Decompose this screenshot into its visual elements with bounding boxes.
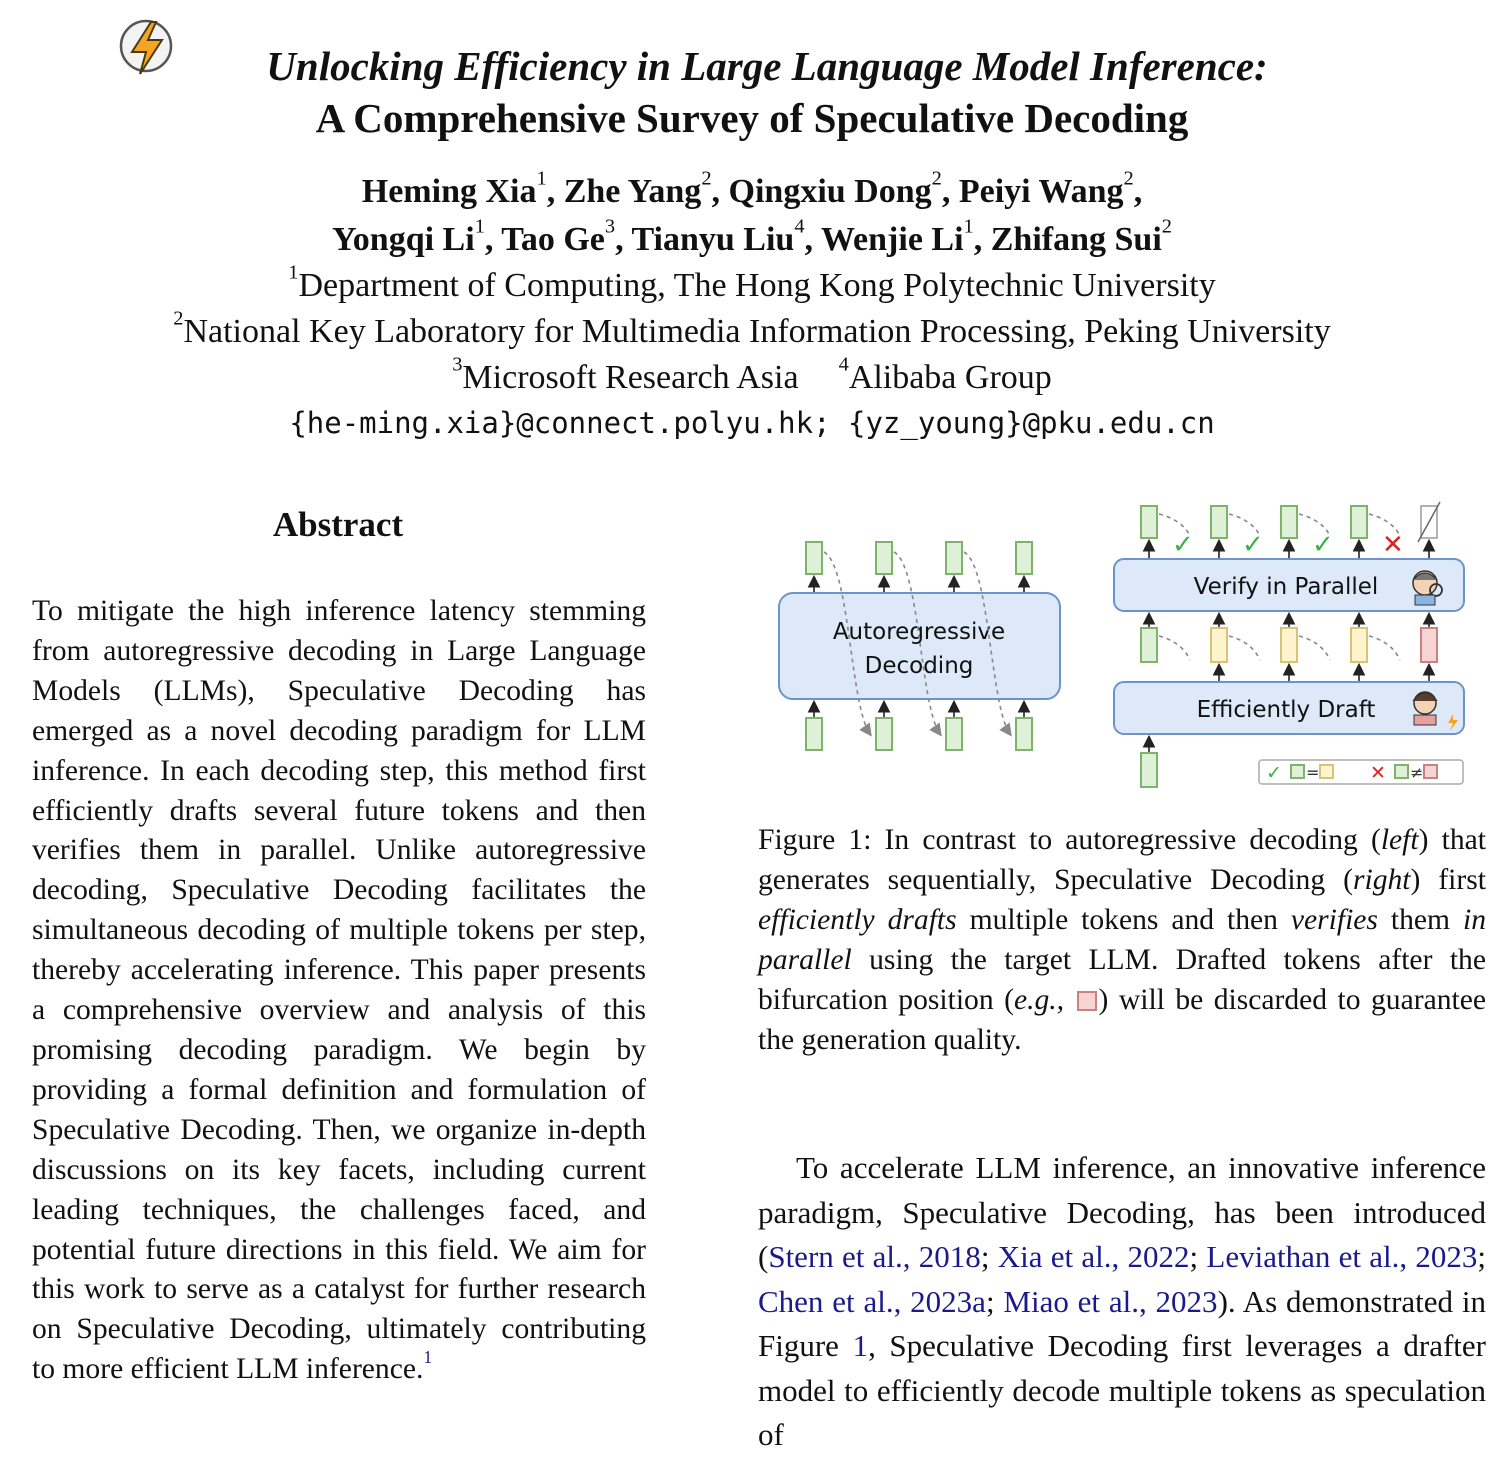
legend-cross-icon: ✕ — [1370, 762, 1386, 784]
draft-token — [1351, 628, 1367, 662]
input-token — [806, 718, 822, 750]
autoregressive-diagram — [779, 542, 1060, 750]
author: Peiyi Wang — [958, 173, 1124, 210]
legend-check-icon: ✓ — [1266, 762, 1282, 784]
affiliation-1: $^1$Department of Computing, The Hong Kong Polytechnic University — [288, 261, 1216, 304]
author: Yongqi Li — [332, 221, 475, 258]
check-icon: ✓ — [1312, 530, 1334, 560]
draft-token — [1281, 628, 1297, 662]
contact-email: {he-ming.xia}@connect.polyu.hk; {yz_young}@pku.edu.cn — [289, 406, 1215, 440]
autoregressive-label-2: Decoding — [864, 653, 974, 679]
author: Qingxiu Dong — [728, 173, 932, 210]
citation-link[interactable]: Leviathan et al., 2023 — [1206, 1239, 1478, 1274]
draft-token-rejected — [1421, 628, 1437, 662]
author: Zhe Yang — [563, 173, 702, 210]
autoregressive-box — [779, 593, 1060, 699]
verified-token — [1351, 506, 1367, 538]
figure-1-caption: Figure 1: In contrast to autoregressive decoding (left) that generates sequentially, Speculative Decoding (right) first efficiently drafts multiple tokens and then verifies them in parallel using the target LLM. Drafted tokens after the bifurcation position (e.g., ) will be discarded to guarantee the generation quality. — [758, 824, 1487, 1056]
output-token — [1016, 542, 1032, 574]
draft-token — [1211, 628, 1227, 662]
context-token — [1141, 628, 1157, 662]
abstract-body: To mitigate the high inference latency stemming from autoregressive decoding in Large Language Models (LLMs), Speculative Decoding has emerged as a novel decoding paradigm for LLM inference. In each decoding step, this method first efficiently drafts several future tokens and then verifies them in parallel. Unlike autoregressive decoding, Speculative Decoding facilitates the simultaneous decoding of multiple tokens per step, thereby accelerating inference. This paper presents a comprehensive overview and analysis of this promising decoding paradigm. We begin by providing a formal definition and formulation of Speculative Decoding. Then, we organize in-depth discussions on its key facets, including current leading techniques, the challenges faced, and potential future directions in this field. We aim for this work to serve as a catalyst for further research on Speculative Decoding, ultimately contributing to more efficient LLM inference.$^1$ — [32, 595, 646, 1386]
author-line-2: Yongqi Li$^1$, Tao Ge$^3$, Tianyu Liu$^4$, Wenjie Li$^1$, Zhifang Sui$^2$ — [332, 215, 1172, 258]
verify-label: Verify in Parallel — [1193, 574, 1379, 600]
cross-icon: ✕ — [1382, 530, 1404, 560]
verified-token — [1211, 506, 1227, 538]
affiliation-2: $^2$National Key Laboratory for Multimedia Information Processing, Peking University — [173, 307, 1331, 350]
intro-paragraph: To accelerate LLM inference, an innovative inference paradigm, Speculative Decoding, has been introduced (Stern et al., 2018; Xia et al., 2022; Leviathan et al., 2023; Chen et al., 2023a; Miao et al., 2023). As demonstrated in Figure 1, Speculative Decoding first leverages a drafter model to efficiently decode multiple tokens as speculation of — [758, 1150, 1487, 1452]
check-icon: ✓ — [1172, 530, 1194, 560]
author: Heming Xia — [361, 173, 537, 210]
rejected-token-swatch-icon — [1077, 991, 1097, 1011]
draft-label: Efficiently Draft — [1196, 697, 1376, 723]
legend-not-equal: ≠ — [1410, 763, 1424, 782]
figure-1-diagram — [770, 496, 1496, 796]
citation-link[interactable]: Xia et al., 2022 — [997, 1239, 1190, 1274]
verified-token — [1141, 506, 1157, 538]
affiliation-3-4: $^3$Microsoft Research Asia $^4$Alibaba Group — [452, 353, 1052, 396]
author: Zhifang Sui — [990, 221, 1162, 258]
abstract-heading: Abstract — [272, 505, 404, 544]
figure-1 — [770, 496, 1496, 796]
author: Tao Ge — [501, 221, 605, 258]
citation-link[interactable]: Chen et al., 2023a — [758, 1283, 986, 1319]
author-line-1: Heming Xia$^1$, Zhe Yang$^2$, Qingxiu Dong$^2$, Peiyi Wang$^2$, — [361, 167, 1143, 210]
footnote-link[interactable]: 1 — [423, 1347, 433, 1368]
author: Wenjie Li — [820, 221, 964, 258]
output-token — [946, 542, 962, 574]
figure-legend — [1259, 760, 1463, 784]
output-token — [876, 542, 892, 574]
author: Tianyu Liu — [631, 221, 795, 258]
citation-link[interactable]: Miao et al., 2023 — [1003, 1283, 1218, 1319]
check-icon: ✓ — [1242, 530, 1264, 560]
speculative-diagram — [1114, 502, 1464, 787]
input-token — [946, 718, 962, 750]
paper-title-line-2: A Comprehensive Survey of Speculative Decoding — [315, 95, 1189, 141]
input-token — [1016, 718, 1032, 750]
input-token — [1141, 753, 1157, 787]
legend-equal: = — [1306, 763, 1320, 782]
figure-ref-link[interactable]: 1 — [852, 1328, 869, 1363]
input-token — [876, 718, 892, 750]
autoregressive-label-1: Autoregressive — [832, 619, 1006, 645]
paper-title-line-1: Unlocking Efficiency in Large Language Model Inference: — [266, 43, 1268, 89]
verified-token — [1281, 506, 1297, 538]
citation-link[interactable]: Stern et al., 2018 — [768, 1239, 981, 1274]
output-token — [806, 542, 822, 574]
